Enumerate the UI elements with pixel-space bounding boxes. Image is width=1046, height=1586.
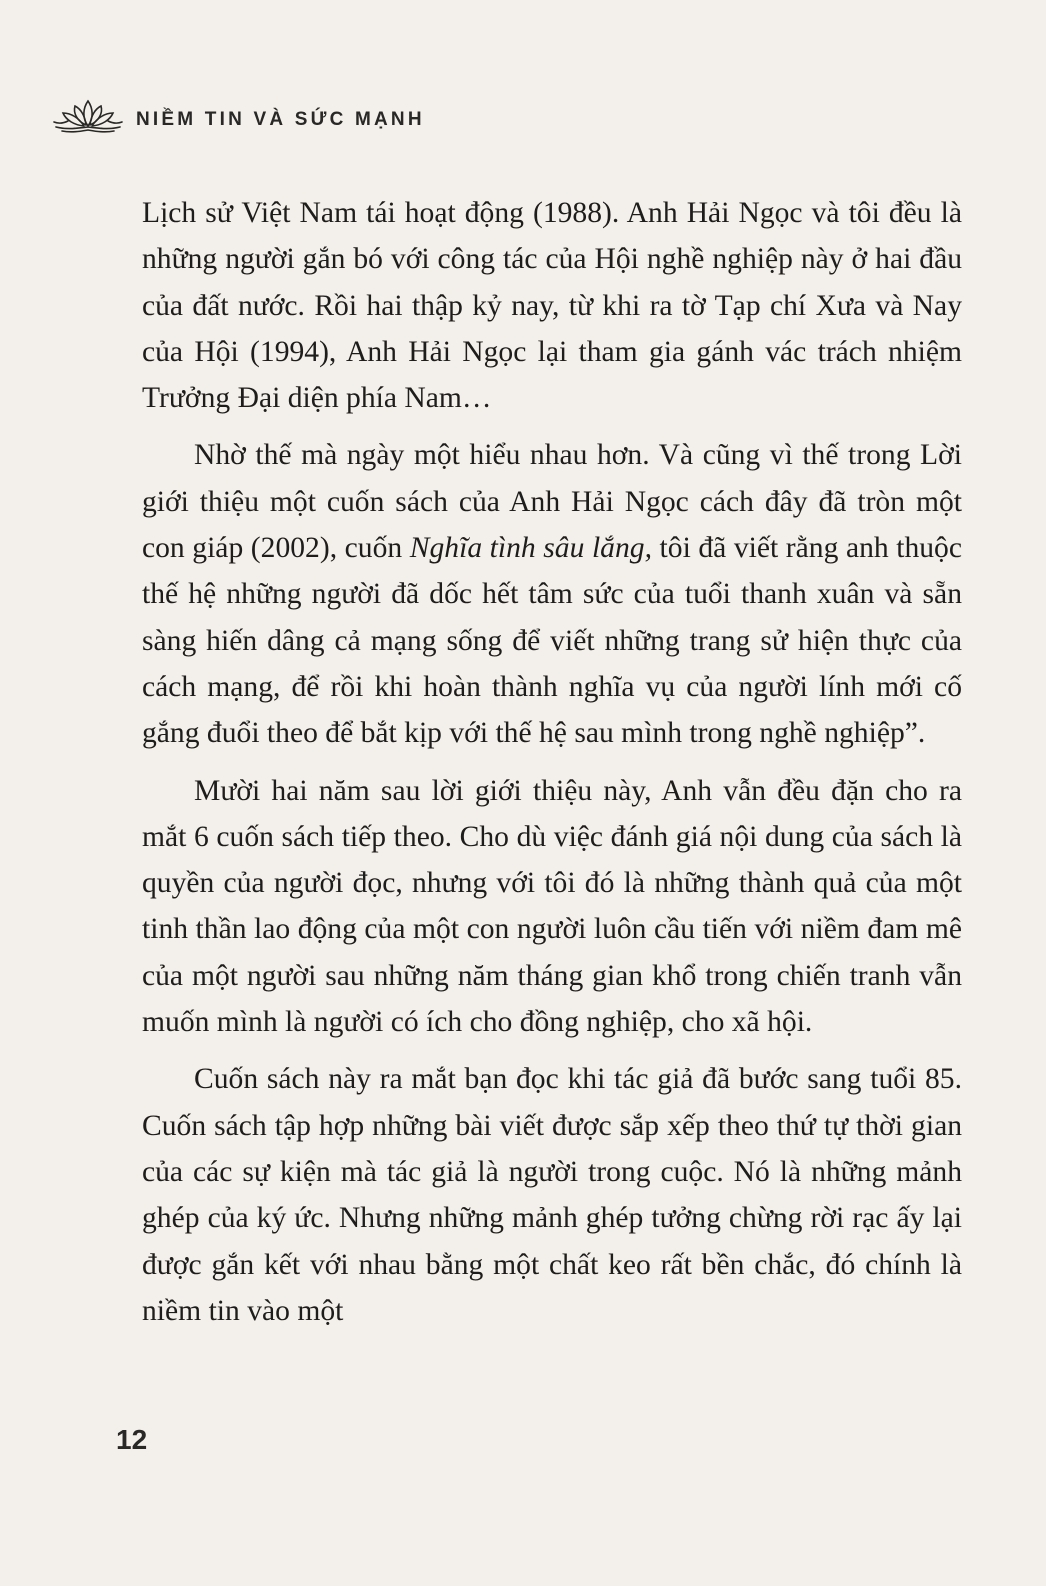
- running-title: NIỀM TIN VÀ SỨC MẠNH: [136, 109, 425, 130]
- book-title: Nghĩa tình sâu lắng,: [409, 532, 652, 565]
- paragraph: [142, 432, 962, 756]
- running-header: [52, 96, 425, 136]
- page-number: 12: [116, 1424, 148, 1455]
- paragraph: Mười hai năm sau lời giới thiệu này, Anh vẫn đều đặn cho ra mắt 6 cuốn sách tiếp theo. Cho dù việc đánh giá nội dung của sách là quyền của người đọc, nhưng với tôi đó là những thành quả của một tinh thần lao động của một con người luôn cầu tiến với niềm đam mê của một người sau những năm tháng gian khổ trong chiến tranh vẫn muốn mình là người có ích cho đồng nghiệp, cho xã hội.: [142, 774, 962, 1039]
- paragraph-text: Nhờ thế mà ngày một hiểu nhau hơn. Và cũng vì thế trong Lời giới thiệu một cuốn sách của Anh Hải Ngọc cách đây đã tròn một con giáp (2002), cuốn: [142, 439, 962, 565]
- paragraph: Lịch sử Việt Nam tái hoạt động (1988). Anh Hải Ngọc và tôi đều là những người gắn bó với công tác của Hội nghề nghiệp này ở hai đầu của đất nước. Rồi hai thập kỷ nay, từ khi ra tờ Tạp chí Xưa và Nay của Hội (1994), Anh Hải Ngọc lại tham gia gánh vác trách nhiệm Trưởng Đại diện phía Nam…: [142, 197, 962, 415]
- body-text: [142, 190, 962, 1334]
- paragraph-text: tôi đã viết rằng anh thuộc thế hệ những người đã dốc hết tâm sức của tuổi thanh xuân và sẵn sàng hiến dâng cả mạng sống để viết những trang sử hiện thực của cách mạng, để rồi khi hoàn thành nghĩa vụ của người lính mới cố gắng đuổi theo để bắt kịp với thế hệ sau mình trong nghề nghiệp”.: [142, 532, 962, 750]
- paragraph: Cuốn sách này ra mắt bạn đọc khi tác giả đã bước sang tuổi 85. Cuốn sách tập hợp những bài viết được sắp xếp theo thứ tự thời gian của các sự kiện mà tác giả là người trong cuộc. Nó là những mảnh ghép của ký ức. Nhưng những mảnh ghép tưởng chừng rời rạc ấy lại được gắn kết với nhau bằng một chất keo rất bền chắc, đó chính là niềm tin vào một: [142, 1063, 962, 1327]
- lotus-icon: [52, 96, 124, 136]
